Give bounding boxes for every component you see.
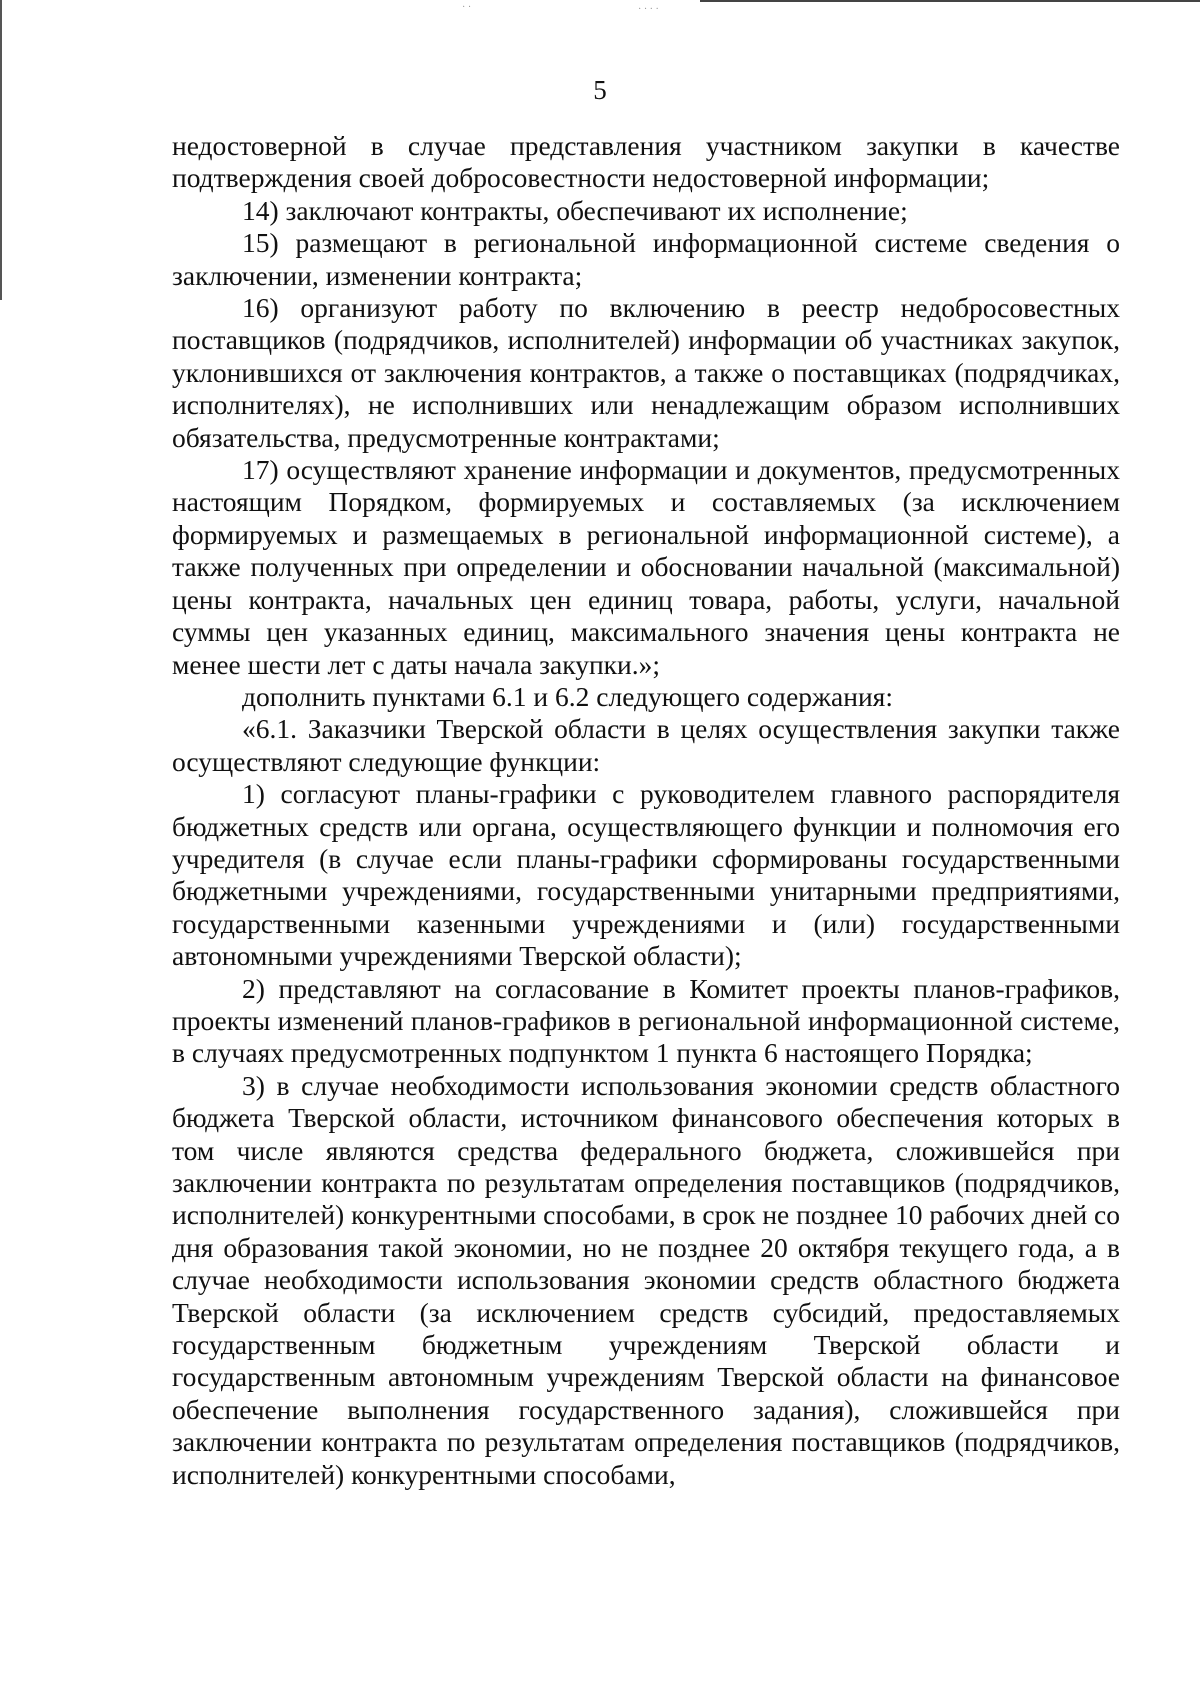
paragraph-6-1-item-3: 3) в случае необходимости использования экономии средств областного бюджета Тверской области, источником финансового обеспечения которых в том числе являются средства федерального бюджета, сложившейся при заключении контракта по результатам определения поставщиков (подрядчиков, исполнителей) конкурентными способами, в срок не позднее 10 рабочих дней со дня образования такой экономии, но не позднее 20 октября текущего года, а в случае необходимости использования экономии средств областного бюджета Тверской области (за исключением средств субсидий, предоставляемых государственным бюджетным учреждениям Тверской области и государственным автономным учреждениям Тверской области на финансовое обеспечение выполнения государственного задания), сложившейся при заключении контракта по результатам определения поставщиков (подрядчиков, исполнителей) конкурентными способами, (172, 1069, 1120, 1490)
document-body (172, 130, 1120, 1491)
scan-top-edge (700, 0, 1200, 2)
paragraph-amendment: дополнить пунктами 6.1 и 6.2 следующего содержания: (242, 680, 893, 712)
scan-speck: · · · · (638, 4, 659, 15)
scan-left-edge (0, 0, 2, 300)
paragraph-item-14: 14) заключают контракты, обеспечивают их исполнение; (242, 194, 908, 226)
paragraph-item-17: 17) осуществляют хранение информации и документов, предусмотренных настоящим Порядком, формируемых и составляемых (за исключением формируемых и размещаемых в региональной информационной системе), а также полученных при определении и обосновании начальной (максимальной) цены контракта, начальных цен единиц товара, работы, услуги, начальной суммы цен указанных единиц, максимального значения цены контракта не менее шести лет с даты начала закупки.»; (172, 454, 1120, 680)
scan-speck: · · (462, 2, 472, 13)
paragraph-6-1-item-1: 1) согласуют планы-графики с руководителем главного распорядителя бюджетных средств или органа, осуществляющего функции и полномочия его учредителя (в случае если планы-графики сформированы государственными бюджетными учреждениями, государственными унитарными предприятиями, государственными казенными учреждениями и (или) государственными автономными учреждениями Тверской области); (172, 778, 1120, 972)
paragraph-item-16: 16) организуют работу по включению в реестр недобросовестных поставщиков (подрядчиков, исполнителей) информации об участниках закупок, уклонившихся от заключения контрактов, а также о поставщиках (подрядчиках, исполнителях), не исполнивших или ненадлежащим образом исполнивших обязательства, предусмотренные контрактами; (172, 292, 1120, 453)
paragraph-continuation: недостоверной в случае представления участником закупки в качестве подтверждения своей добросовестности недостоверной информации; (172, 130, 1120, 194)
page-number: 5 (593, 75, 607, 105)
paragraph-item-15: 15) размещают в региональной информационной системе сведения о заключении, изменении контракта; (172, 227, 1120, 291)
paragraph-6-1: «6.1. Заказчики Тверской области в целях осуществления закупки также осуществляют следующие функции: (172, 713, 1120, 777)
paragraph-6-1-item-2: 2) представляют на согласование в Комитет проекты планов-графиков, проекты изменений планов-графиков в региональной информационной системе, в случаях предусмотренных подпунктом 1 пункта 6 настоящего Порядка; (172, 972, 1120, 1069)
